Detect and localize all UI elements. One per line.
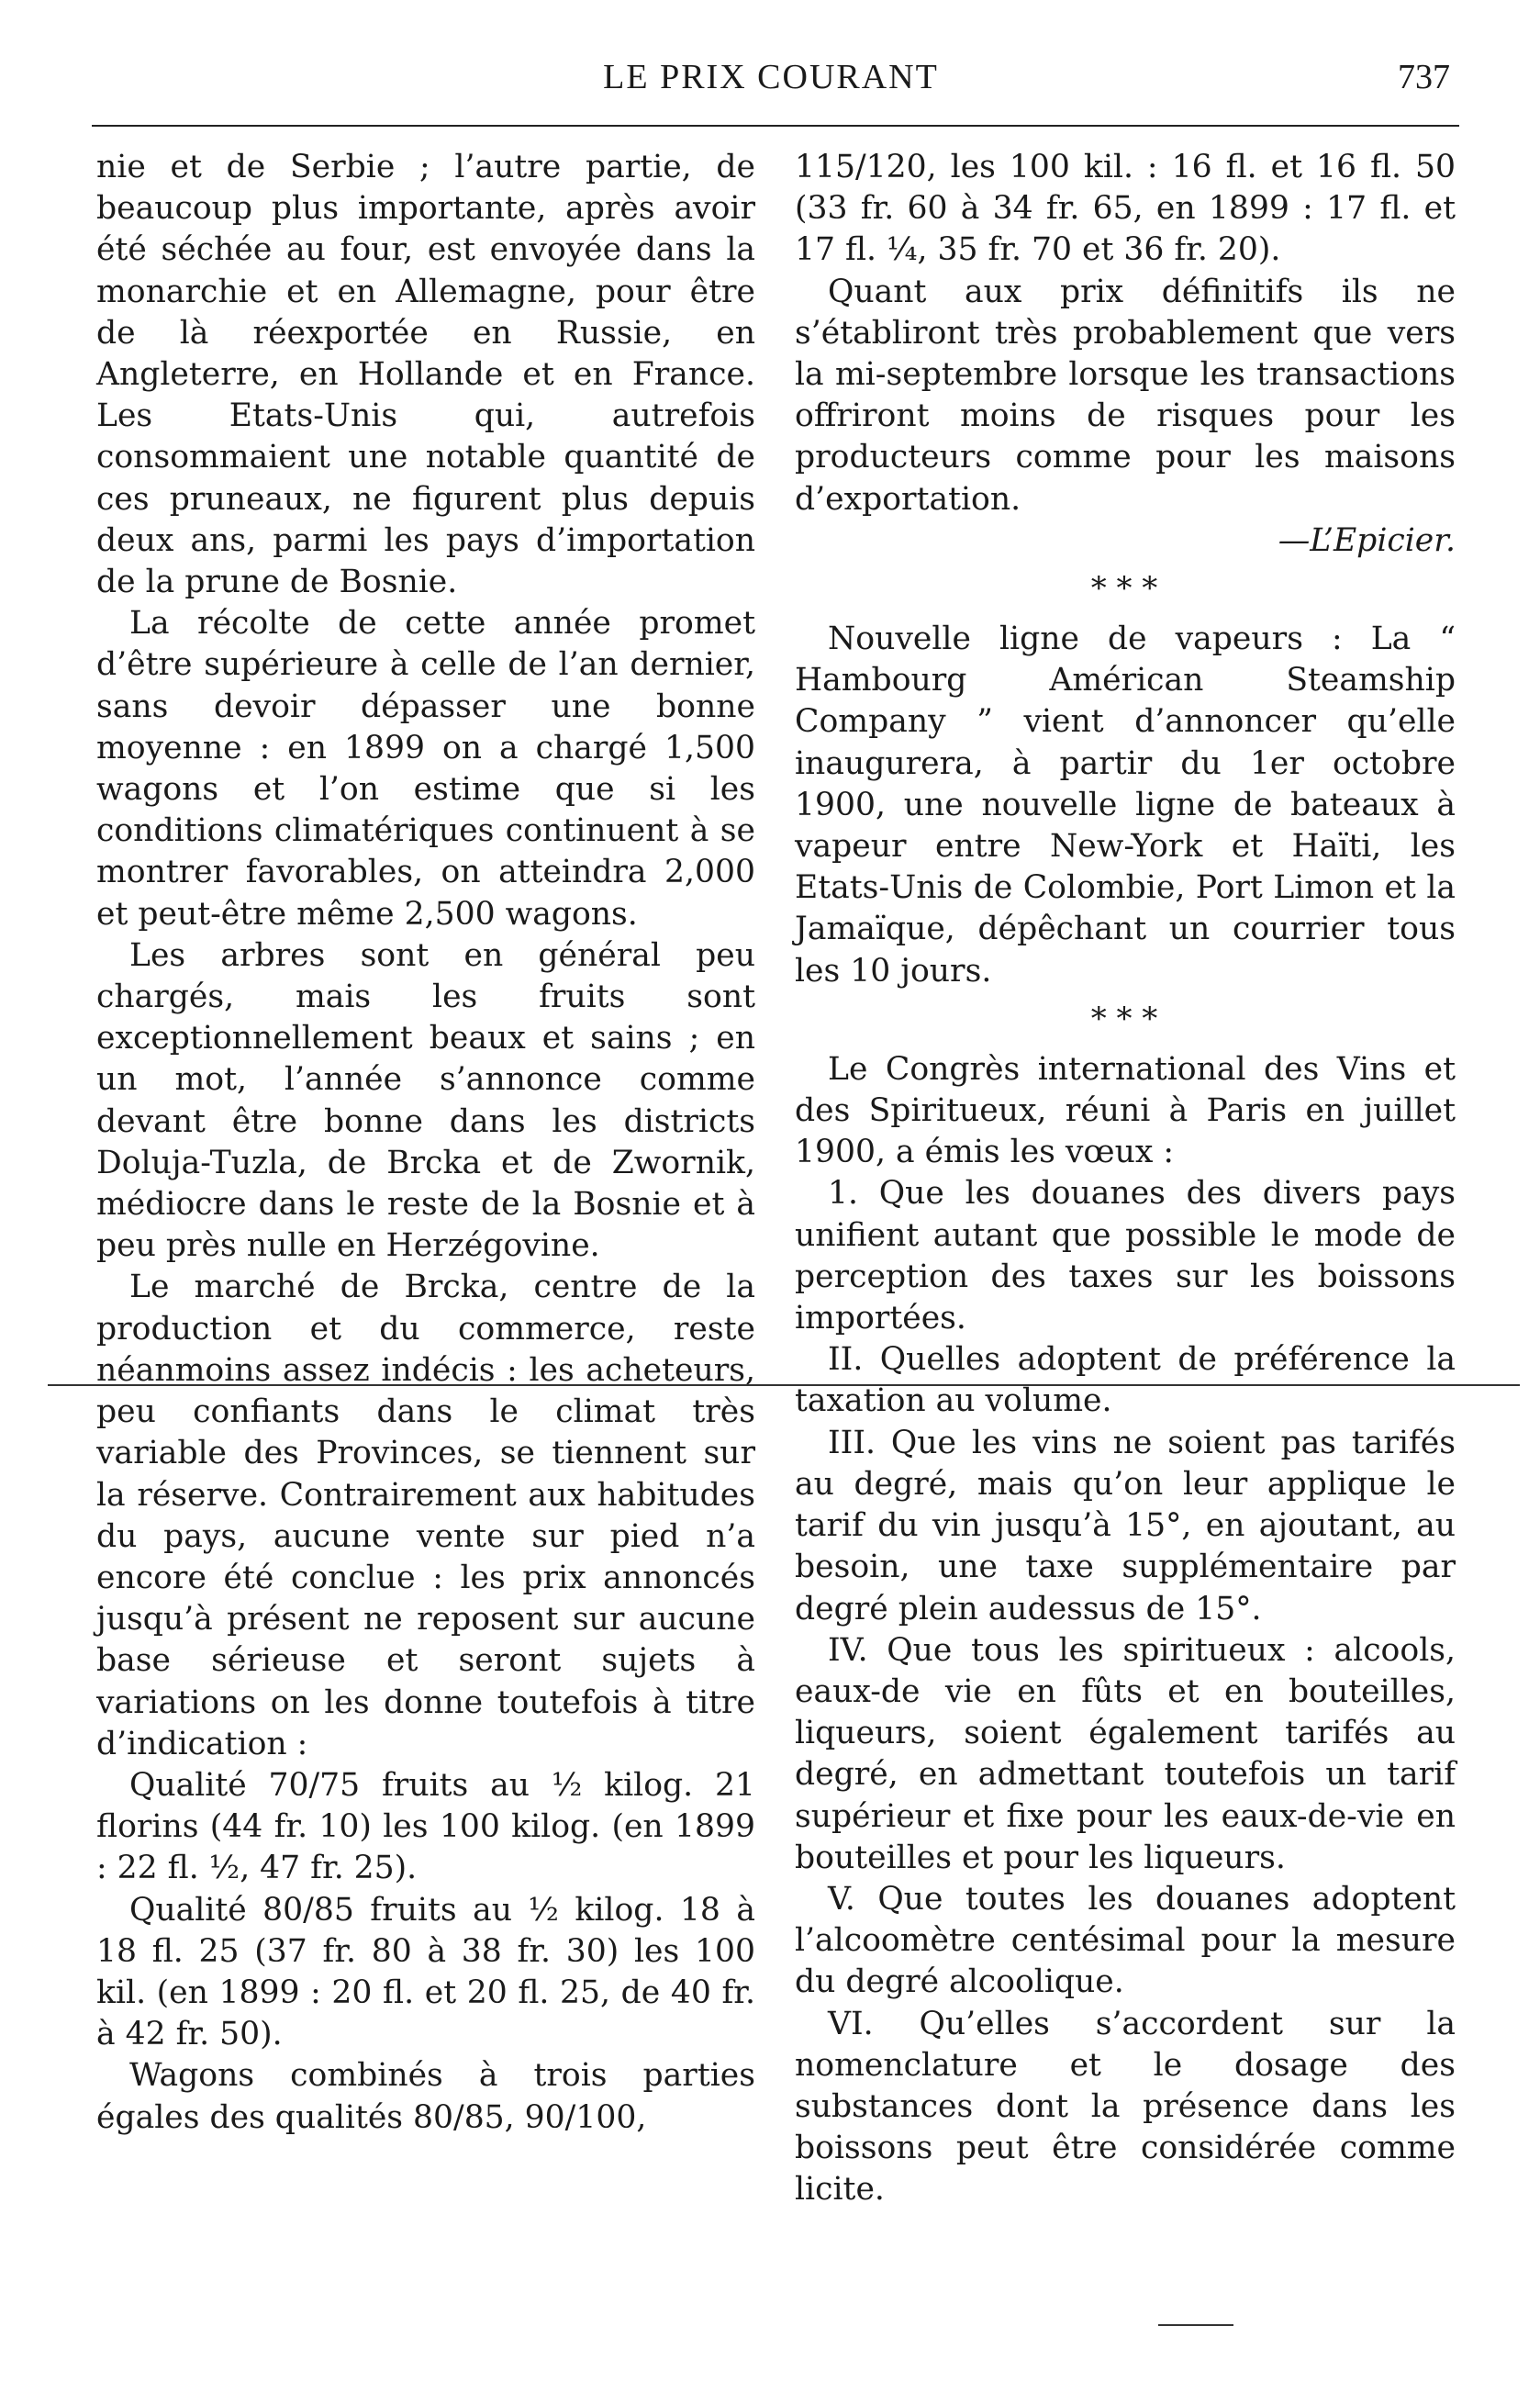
footer-rule	[1158, 2324, 1233, 2326]
paragraph-marche-brcka: Le marché de Brcka, centre de la production et du commerce, reste néanmoins assez indécis : les acheteurs, peu confiants dans le climat très variable des Provinces, se tiennent sur la réserve. Contrairement aux habitudes du pays, aucune vente sur pied n’a encore été conclue : les prix annoncés jusqu’à présent ne reposent sur aucune base sérieuse et seront sujets à variations on les donne toutefois à titre d’indication :	[96, 1269, 755, 1762]
paragraph-ligne-vapeurs: Nouvelle ligne de vapeurs : La “ Hambourg Américan Steamship Company ” vient d’annoncer qu’elle inaugurera, à partir du 1er octobre 1900, une nouvelle ligne de bateaux à vapeur entre New-York et Haïti, les Etats-Unis de Colombie, Port Limon et la Jamaïque, dépêchant un courrier tous les 10 jours.	[795, 621, 1456, 990]
resolution-item-4: IV. Que tous les spiritueux : alcools, eaux-de vie en fûts et en bouteilles, liqueurs, soient également tarifés au degré, en admettant toutefois un tarif supérieur et fixe pour les eaux-de-vie en bouteilles et pour les liqueurs.	[795, 1631, 1456, 1876]
paragraph-serbie: nie et de Serbie ; l’autre partie, de beaucoup plus importante, après avoir été séchée au four, est envoyée dans la monarchie et en Allemagne, pour être de là réexportée en Russie, en Angleterre, en Hollande et en France. Les Etats-Unis qui, autrefois consommaient une notable quantité de ces pruneaux, ne figurent plus depuis deux ans, parmi les pays d’importation de la prune de Bosnie.	[96, 149, 755, 601]
page-number: 737	[1398, 58, 1450, 96]
resolution-item-3: III. Que les vins ne soient pas tarifés au degré, mais qu’on leur applique le tarif du vin jusqu’à 15°, en ajoutant, au besoin, une taxe supplémentaire par degré plein audessus de 15°.	[795, 1424, 1456, 1627]
running-head	[92, 57, 1450, 112]
paragraph-recolte: La récolte de cette année promet d’être supérieure à celle de l’an dernier, sans devoir dépasser une bonne moyenne : en 1899 on a chargé 1,500 wagons et l’on estime que si les conditions climatériques continuent à se montrer favorables, on atteindra 2,000 et peut-être même 2,500 wagons.	[96, 605, 755, 933]
source-signature: —L’Epicier.	[1278, 521, 1456, 559]
left-column	[96, 147, 755, 2139]
resolution-item-2: II. Quelles adoptent de préférence la taxation au volume.	[795, 1341, 1456, 1420]
resolution-item-1: 1. Que les douanes des divers pays unifient autant que possible le mode de perception des taxes sur les boissons importées.	[795, 1175, 1456, 1337]
paragraph-prix-115-120: 115/120, les 100 kil. : 16 fl. et 16 fl. 50 (33 fr. 60 à 34 fr. 65, en 1899 : 17 fl. et 17 fl. ¼, 35 fr. 70 et 36 fr. 20).	[795, 149, 1456, 269]
resolution-item-5: V. Que toutes les douanes adoptent l’alcoomètre centésimal pour la mesure du degré alcoolique.	[795, 1880, 1456, 2001]
asterism-divider: * * *	[1090, 1000, 1160, 1037]
header-rule	[92, 125, 1459, 127]
paragraph-congres: Le Congrès international des Vins et des Spiritueux, réuni à Paris en juillet 1900, a émis les vœux :	[795, 1050, 1456, 1171]
paragraph-wagons-combines: Wagons combinés à trois parties égales des qualités 80/85, 90/100,	[96, 2057, 755, 2136]
resolution-item-6: VI. Qu’elles s’accordent sur la nomenclature et le dosage des substances dont la présence dans les boissons peut être considérée comme licite.	[795, 2005, 1456, 2209]
paragraph-arbres: Les arbres sont en général peu chargés, mais les fruits sont exceptionnellement beaux et sains ; en un mot, l’année s’annonce comme devant être bonne dans les districts Doluja-Tuzla, de Brcka et de Zwornik, médiocre dans le reste de la Bosnie et à peu près nulle en Herzégovine.	[96, 936, 755, 1265]
paragraph-qualite-80-85: Qualité 80/85 fruits au ½ kilog. 18 à 18 fl. 25 (37 fr. 80 à 38 fr. 30) les 100 kil. (en 1899 : 20 fl. et 20 fl. 25, de 40 fr. à 42 fr. 50).	[96, 1891, 755, 2053]
right-column	[795, 147, 1456, 2211]
paragraph-prix-definitifs: Quant aux prix définitifs ils ne s’établiront très probablement que vers la mi-septembre lorsque les transactions offriront moins de risques pour les producteurs comme pour les maisons d’exportation.	[795, 273, 1456, 518]
paragraph-qualite-70-75: Qualité 70/75 fruits au ½ kilog. 21 florins (44 fr. 10) les 100 kilog. (en 1899 : 22 fl. ½, 47 fr. 25).	[96, 1766, 755, 1887]
scan-line-artifact	[48, 1384, 1520, 1386]
journal-title: LE PRIX COURANT	[603, 58, 939, 96]
asterism-divider: * * *	[1090, 570, 1160, 608]
